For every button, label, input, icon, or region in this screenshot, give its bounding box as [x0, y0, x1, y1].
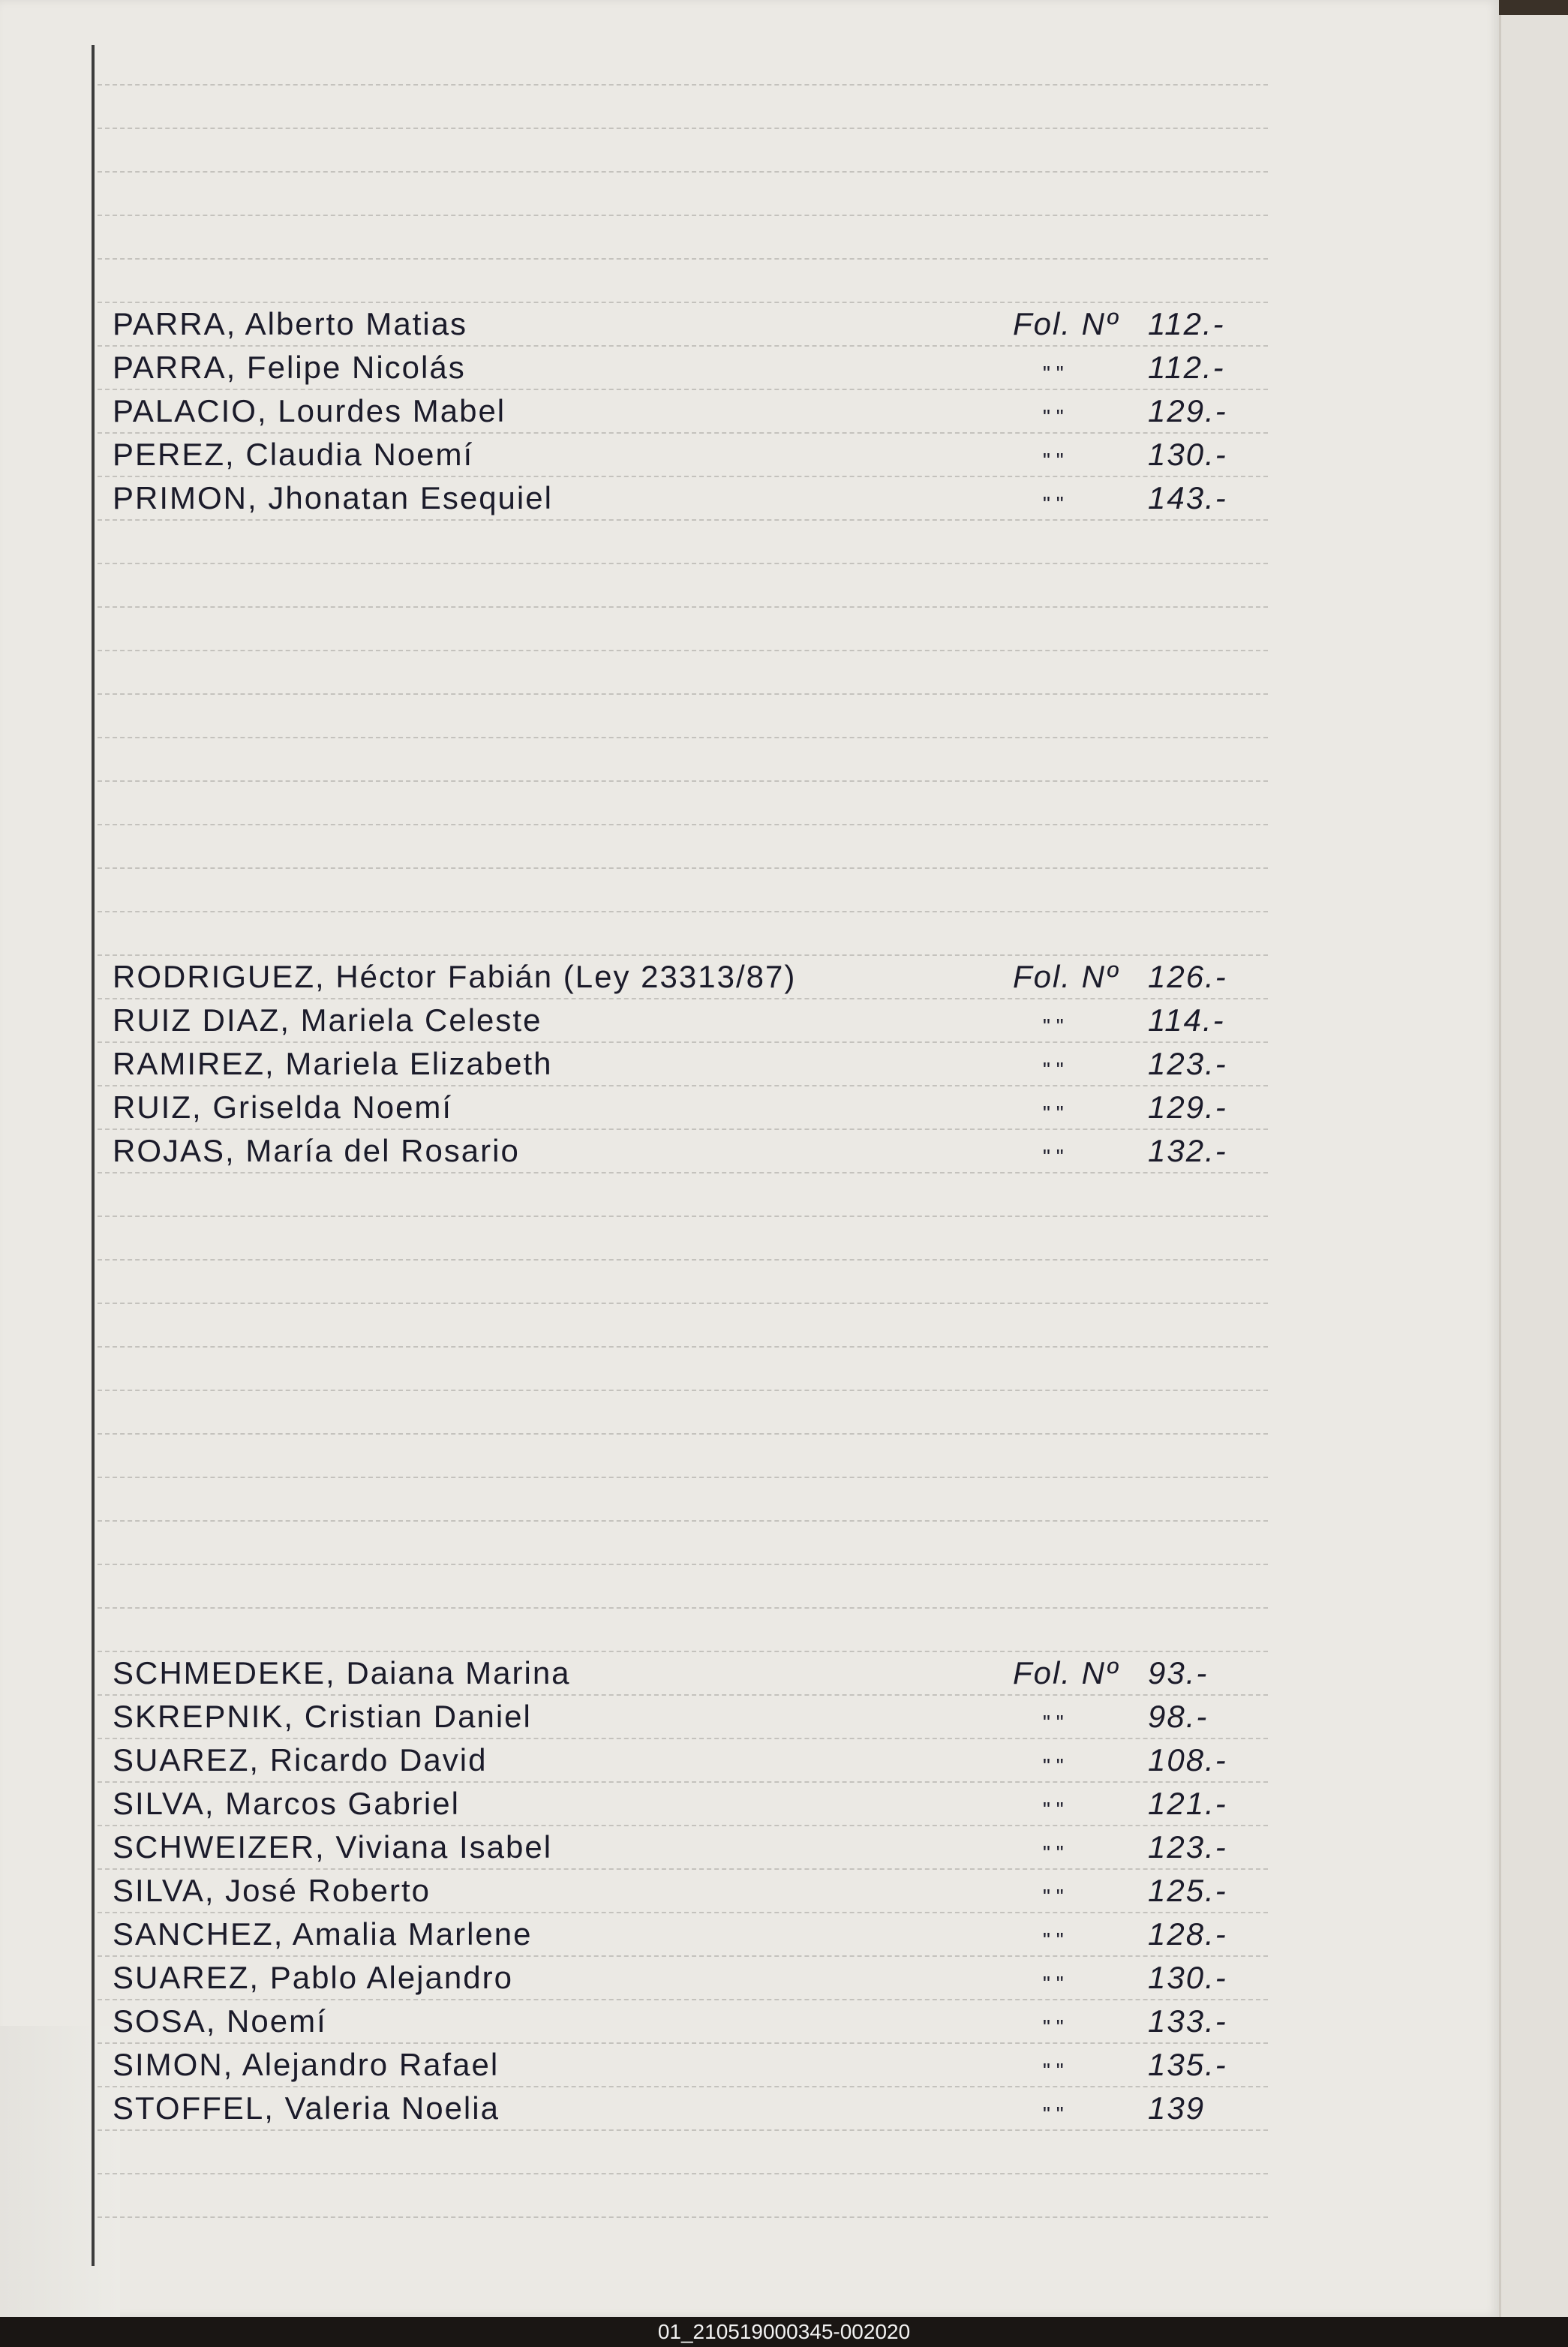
entry-name: STOFFEL, Valeria Noelia [113, 2090, 500, 2126]
folio-number: 112.- [1148, 350, 1225, 385]
entry-name: SIMON, Alejandro Rafael [113, 2047, 500, 2082]
entry-name: SILVA, Marcos Gabriel [113, 1786, 460, 1821]
folio-number: 108.- [1148, 1742, 1227, 1778]
ledger-entry [113, 477, 1283, 519]
folio-label: Fol. Nº [1013, 959, 1119, 994]
rule-line [98, 1564, 1268, 1565]
ledger-entry [113, 999, 1283, 1041]
entry-name: RAMIREZ, Mariela Elizabeth [113, 1046, 553, 1081]
ditto-mark: " " [1043, 362, 1064, 385]
rule-line [98, 1346, 1268, 1348]
folio-label: Fol. Nº [1013, 306, 1119, 341]
rule-line [98, 650, 1268, 651]
folio-number: 132.- [1148, 1133, 1227, 1168]
ledger-entry [113, 2044, 1283, 2086]
ditto-mark: " " [1043, 1754, 1064, 1778]
entry-name: SILVA, José Roberto [113, 1873, 431, 1908]
ditto-mark: " " [1043, 1145, 1064, 1168]
ditto-mark: " " [1043, 1928, 1064, 1952]
ledger-entry [113, 1957, 1283, 1999]
image-caption: 01_210519000345-002020 [657, 2320, 911, 2343]
entry-name: PEREZ, Claudia Noemí [113, 437, 474, 472]
folio-number: 128.- [1148, 1916, 1227, 1952]
folio-number: 130.- [1148, 437, 1227, 472]
ditto-mark: " " [1043, 2102, 1064, 2126]
ledger-entry [113, 1826, 1283, 1868]
folio-number: 143.- [1148, 480, 1227, 515]
rule-line [98, 2216, 1268, 2218]
adjacent-page-edge [1499, 15, 1568, 2317]
rule-line [98, 171, 1268, 173]
ledger-entry [113, 1652, 1283, 1694]
rule-line [98, 606, 1268, 608]
ledger-entry [113, 1043, 1283, 1085]
rule-line [98, 1520, 1268, 1522]
folio-number: 123.- [1148, 1046, 1227, 1081]
ledger-entry [113, 1739, 1283, 1781]
entry-name: SOSA, Noemí [113, 2003, 327, 2039]
ditto-mark: " " [1043, 1972, 1064, 1995]
folio-number: 98.- [1148, 1699, 1209, 1734]
ledger-entry [113, 2087, 1283, 2129]
folio-number: 125.- [1148, 1873, 1227, 1908]
rule-line [98, 2129, 1268, 2131]
entry-name: PARRA, Felipe Nicolás [113, 350, 466, 385]
ditto-mark: " " [1043, 1014, 1064, 1038]
ditto-mark: " " [1043, 1885, 1064, 1908]
rule-line [98, 1477, 1268, 1478]
rule-line [98, 911, 1268, 912]
entry-name: RODRIGUEZ, Héctor Fabián (Ley 23313/87) [113, 959, 797, 994]
ledger-entry [113, 390, 1283, 432]
rule-line [98, 2173, 1268, 2174]
rule-line [98, 215, 1268, 216]
ditto-mark: " " [1043, 1841, 1064, 1865]
folio-number: 126.- [1148, 959, 1227, 994]
rule-line [98, 737, 1268, 738]
image-caption-bar [0, 2317, 1568, 2347]
rule-line [98, 1259, 1268, 1261]
ditto-mark: " " [1043, 405, 1064, 428]
rule-line [98, 1303, 1268, 1304]
ledger-entry [113, 303, 1283, 345]
rule-line [98, 1607, 1268, 1609]
folio-number: 129.- [1148, 1089, 1227, 1125]
entry-name: PALACIO, Lourdes Mabel [113, 393, 506, 428]
entry-name: PRIMON, Jhonatan Esequiel [113, 480, 553, 515]
ledger-entry [113, 347, 1283, 389]
ditto-mark: " " [1043, 1058, 1064, 1081]
ditto-mark: " " [1043, 1101, 1064, 1125]
ditto-mark: " " [1043, 2059, 1064, 2082]
entry-name: SUAREZ, Ricardo David [113, 1742, 488, 1778]
entry-name: SANCHEZ, Amalia Marlene [113, 1916, 533, 1952]
folio-number: 112.- [1148, 306, 1225, 341]
ledger-entry [113, 1086, 1283, 1128]
rule-line [98, 1172, 1268, 1174]
rule-line [98, 128, 1268, 129]
entry-name: ROJAS, María del Rosario [113, 1133, 520, 1168]
folio-number: 123.- [1148, 1829, 1227, 1865]
folio-number: 139 [1148, 2090, 1206, 2126]
rule-line [98, 563, 1268, 564]
ditto-mark: " " [1043, 449, 1064, 472]
entry-name: SCHMEDEKE, Daiana Marina [113, 1655, 571, 1690]
entry-name: PARRA, Alberto Matias [113, 306, 468, 341]
margin-line [92, 45, 95, 2266]
ditto-mark: " " [1043, 1711, 1064, 1734]
ditto-mark: " " [1043, 2015, 1064, 2039]
ledger-entry [113, 1913, 1283, 1955]
folio-label: Fol. Nº [1013, 1655, 1119, 1690]
rule-line [98, 258, 1268, 260]
rule-line [98, 1216, 1268, 1217]
folio-number: 130.- [1148, 1960, 1227, 1995]
ledger-entry [113, 956, 1283, 998]
rule-line [98, 780, 1268, 782]
entry-name: SUAREZ, Pablo Alejandro [113, 1960, 513, 1995]
entry-name: RUIZ, Griselda Noemí [113, 1089, 453, 1125]
folio-number: 93.- [1148, 1655, 1209, 1690]
rule-line [98, 84, 1268, 86]
folio-number: 135.- [1148, 2047, 1227, 2082]
ledger-entry [113, 2000, 1283, 2042]
entry-name: RUIZ DIAZ, Mariela Celeste [113, 1002, 542, 1038]
rule-line [98, 867, 1268, 869]
folio-number: 129.- [1148, 393, 1227, 428]
rule-line [98, 519, 1268, 521]
ditto-mark: " " [1043, 492, 1064, 515]
ledger-entry [113, 1870, 1283, 1912]
entry-name: SKREPNIK, Cristian Daniel [113, 1699, 532, 1734]
ditto-mark: " " [1043, 1798, 1064, 1821]
rule-line [98, 693, 1268, 695]
folio-number: 121.- [1148, 1786, 1227, 1821]
entry-name: SCHWEIZER, Viviana Isabel [113, 1829, 553, 1865]
ledger-entry [113, 1783, 1283, 1825]
ledger-entry [113, 1696, 1283, 1738]
rule-line [98, 824, 1268, 825]
rule-line [98, 1390, 1268, 1391]
folio-number: 114.- [1148, 1002, 1225, 1038]
ledger-entry [113, 1130, 1283, 1172]
folio-number: 133.- [1148, 2003, 1227, 2039]
ledger-entry [113, 434, 1283, 476]
rule-line [98, 1433, 1268, 1435]
